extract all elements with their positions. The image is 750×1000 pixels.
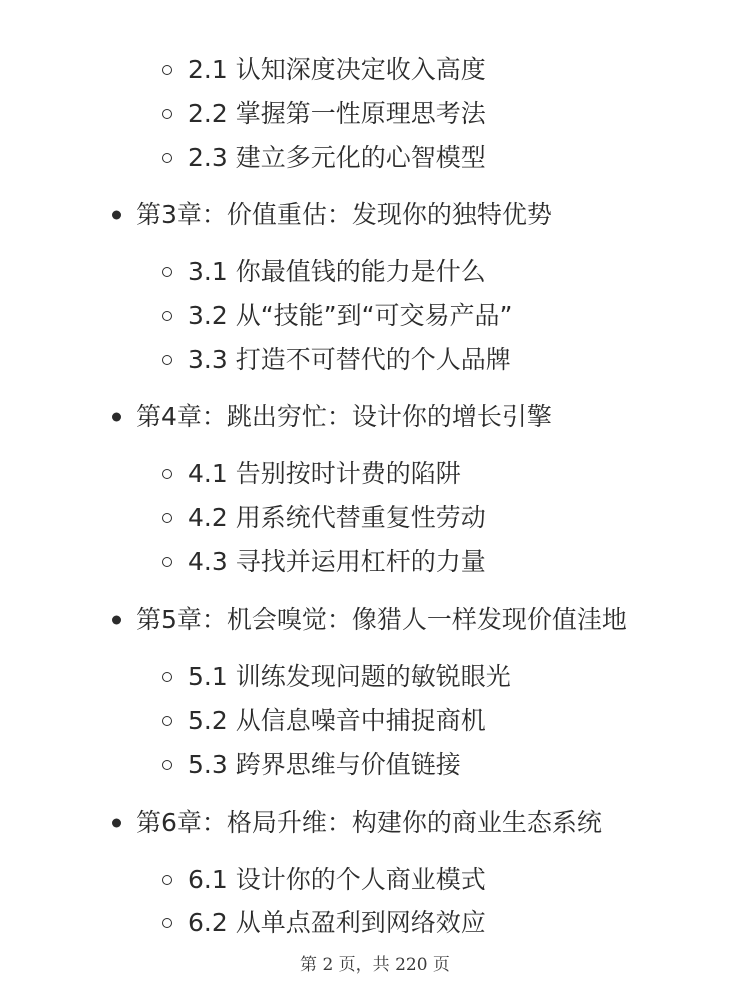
hollow-bullet-icon	[162, 557, 172, 567]
page-number-footer: 第 2 页，共 220 页	[300, 955, 450, 975]
filled-bullet-icon	[112, 819, 121, 828]
toc-section-title: 5.2 从信息噪音中捕捉商机	[188, 706, 486, 735]
hollow-bullet-icon	[162, 355, 172, 365]
hollow-bullet-icon	[162, 267, 172, 277]
toc-section-title: 2.3 建立多元化的心智模型	[188, 143, 486, 172]
hollow-bullet-icon	[162, 513, 172, 523]
toc-chapter-title: 第5章：机会嗅觉：像猎人一样发现价值洼地	[136, 605, 627, 634]
filled-bullet-icon	[112, 211, 121, 220]
toc-section-title: 2.1 认知深度决定收入高度	[188, 55, 486, 84]
toc-section-title: 5.1 训练发现问题的敏锐眼光	[188, 662, 511, 691]
toc-section-title: 4.1 告别按时计费的陷阱	[188, 459, 461, 488]
toc-section-title: 6.2 从单点盈利到网络效应	[188, 908, 486, 937]
toc-section-title: 3.3 打造不可替代的个人品牌	[188, 345, 511, 374]
toc-section-title: 2.2 掌握第一性原理思考法	[188, 99, 486, 128]
hollow-bullet-icon	[162, 875, 172, 885]
toc-section-title: 3.2 从“技能”到“可交易产品”	[188, 301, 513, 330]
toc-section-title: 5.3 跨界思维与价值链接	[188, 750, 461, 779]
hollow-bullet-icon	[162, 469, 172, 479]
hollow-bullet-icon	[162, 311, 172, 321]
hollow-bullet-icon	[162, 153, 172, 163]
hollow-bullet-icon	[162, 716, 172, 726]
hollow-bullet-icon	[162, 672, 172, 682]
hollow-bullet-icon	[162, 65, 172, 75]
hollow-bullet-icon	[162, 109, 172, 119]
toc-section-title: 3.1 你最值钱的能力是什么	[188, 257, 486, 286]
toc-section-title: 6.1 设计你的个人商业模式	[188, 865, 486, 894]
filled-bullet-icon	[112, 616, 121, 625]
toc-section-title: 4.3 寻找并运用杠杆的力量	[188, 547, 486, 576]
toc-chapter-title: 第4章：跳出穷忙：设计你的增长引擎	[136, 402, 552, 431]
hollow-bullet-icon	[162, 760, 172, 770]
toc-chapter-title: 第6章：格局升维：构建你的商业生态系统	[136, 808, 602, 837]
toc-chapter-title: 第3章：价值重估：发现你的独特优势	[136, 200, 552, 229]
filled-bullet-icon	[112, 413, 121, 422]
hollow-bullet-icon	[162, 918, 172, 928]
toc-section-title: 4.2 用系统代替重复性劳动	[188, 503, 486, 532]
